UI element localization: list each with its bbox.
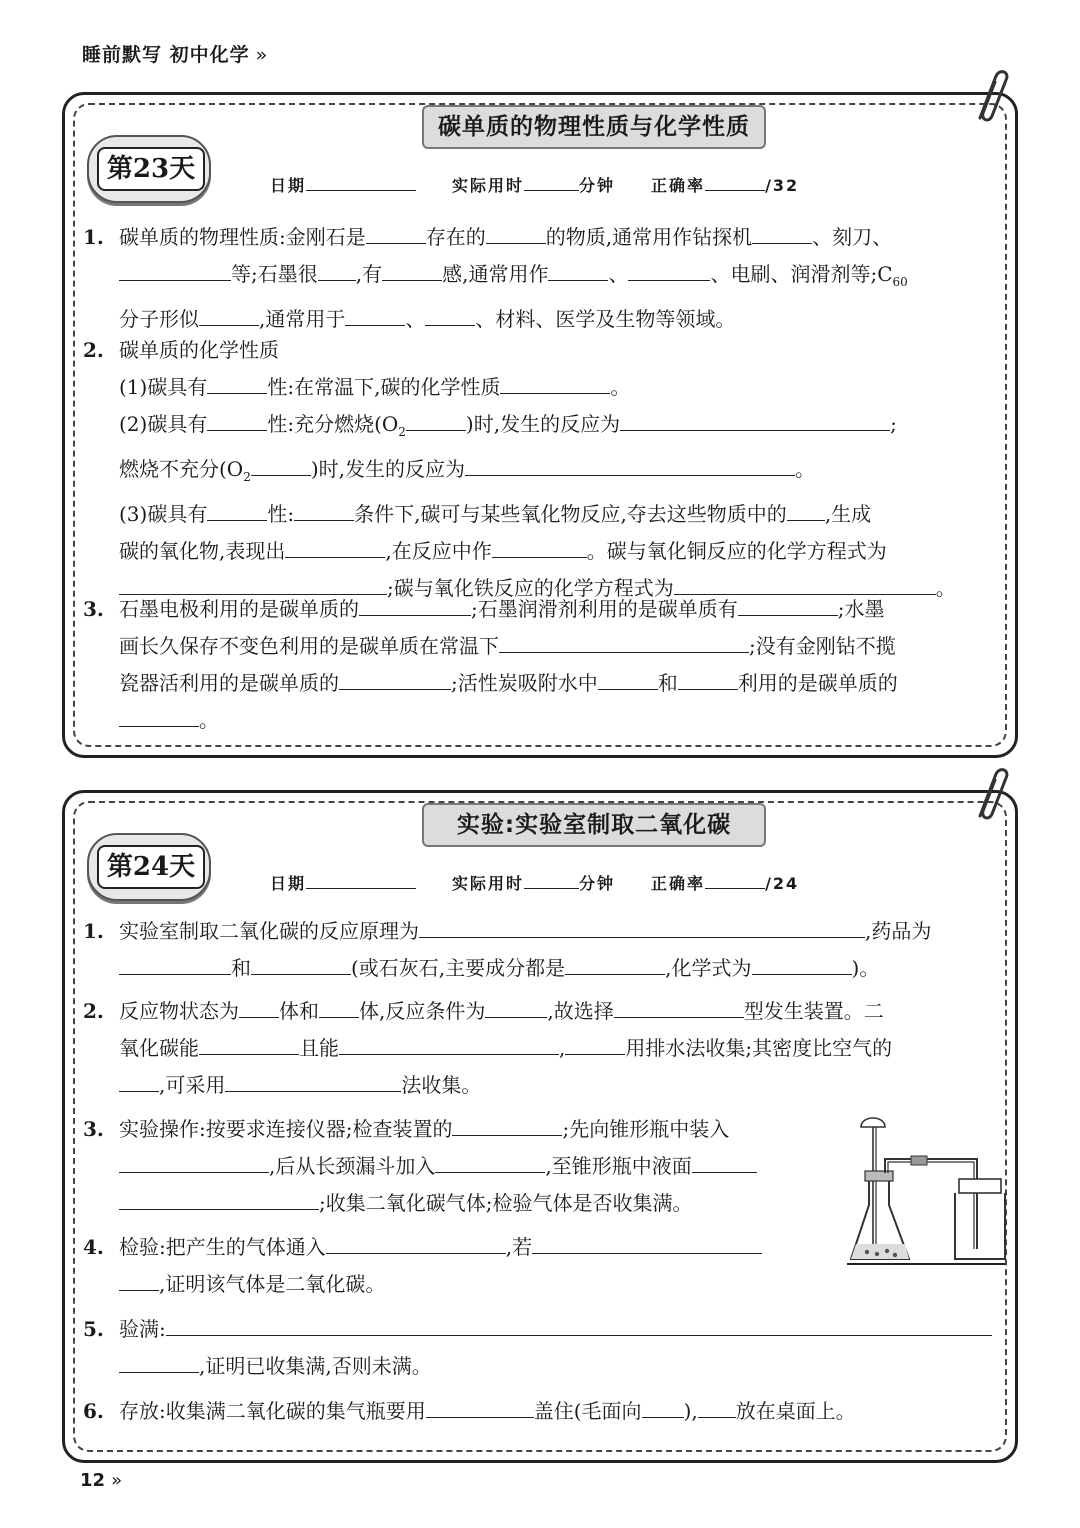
day24-q5: 5. 验满: ,证明已收集满,否则未满。: [83, 1311, 992, 1385]
accuracy-total: /32: [765, 176, 800, 195]
answer-blank[interactable]: [318, 260, 356, 281]
answer-blank[interactable]: [326, 1233, 506, 1254]
minute-label: 分钟: [579, 874, 616, 893]
answer-blank[interactable]: [251, 954, 351, 975]
answer-blank[interactable]: [319, 997, 359, 1018]
answer-blank[interactable]: [678, 669, 738, 690]
question-number: 1.: [83, 919, 104, 943]
answer-blank[interactable]: [435, 1152, 545, 1173]
answer-blank[interactable]: [285, 537, 385, 558]
answer-blank[interactable]: [752, 954, 852, 975]
day23-badge: [87, 135, 211, 203]
answer-blank[interactable]: [339, 669, 451, 690]
answer-blank[interactable]: [500, 373, 610, 394]
answer-blank[interactable]: [426, 1397, 534, 1418]
question-number: 3.: [83, 1117, 104, 1141]
day24-q1: 1. 实验室制取二氧化碳的反应原理为 ,药品为 和 (或石灰石,主要成分都是 ,化学式为 )。: [83, 913, 931, 987]
answer-blank[interactable]: [752, 223, 812, 244]
time-blank[interactable]: [524, 874, 579, 889]
day24-meta: [270, 871, 799, 894]
paperclip-icon: [970, 66, 1010, 132]
answer-blank[interactable]: [359, 595, 471, 616]
day24-title: 实验:实验室制取二氧化碳: [422, 803, 766, 847]
answer-blank[interactable]: [620, 410, 890, 431]
day23-q2: 2. 碳单质的化学性质 (1)碳具有 性:在常温下,碳的化学性质 。 (2)碳具有 性:充分燃烧($O_2$ )时,发生的反应为 ; 燃烧不充分($O_2$ )时,发生的反应为 。 (3)碳具有 性: 条件下,碳可与某些氧化物反应,夺去这些物质中的 ,生成 碳的氧化物,表现出 ,在反应中作 。碳与氧化铜反应的化学方程式为 ;碳与氧化铁反应的化学方程式为 。: [83, 332, 956, 607]
page-footer: [80, 1470, 122, 1491]
accuracy-blank[interactable]: [705, 176, 765, 191]
answer-blank[interactable]: [207, 373, 267, 394]
answer-blank[interactable]: [492, 537, 587, 558]
answer-blank[interactable]: [207, 410, 267, 431]
answer-blank[interactable]: [452, 1115, 562, 1136]
answer-blank[interactable]: [548, 260, 608, 281]
answer-blank[interactable]: [698, 1397, 736, 1418]
answer-blank[interactable]: [345, 305, 405, 326]
date-label: 日期: [270, 874, 307, 893]
answer-blank[interactable]: [119, 1189, 319, 1210]
accuracy-blank[interactable]: [705, 874, 765, 889]
question-number: 3.: [83, 597, 104, 621]
day24-badge-label: 第24天: [97, 845, 205, 889]
day24-q4: 4. 检验:把产生的气体通入 ,若 ,证明该气体是二氧化碳。: [83, 1229, 803, 1303]
date-blank[interactable]: [306, 874, 416, 889]
answer-blank[interactable]: [119, 954, 231, 975]
minute-label: 分钟: [579, 176, 616, 195]
answer-blank[interactable]: [692, 1152, 757, 1173]
time-blank[interactable]: [524, 176, 579, 191]
answer-blank[interactable]: [425, 305, 475, 326]
answer-blank[interactable]: [499, 632, 749, 653]
answer-blank[interactable]: [119, 260, 231, 281]
page-number: 12: [80, 1470, 106, 1491]
accuracy-label: 正确率: [651, 874, 706, 893]
question-number: 6.: [83, 1399, 104, 1423]
answer-blank[interactable]: [119, 1071, 159, 1092]
accuracy-total: /24: [765, 874, 800, 893]
answer-blank[interactable]: [598, 669, 658, 690]
page-header: [82, 40, 268, 67]
day23-q3: 3. 石墨电极利用的是碳单质的 ;石墨润滑剂利用的是碳单质有 ;水墨 画长久保存不变色利用的是碳单质在常温下 ;没有金刚钻不揽 瓷器活利用的是碳单质的 ;活性炭吸附水中 和 利用的是碳单质的 。: [83, 591, 898, 739]
chevron-right-icon: »: [111, 1470, 123, 1491]
answer-blank[interactable]: [465, 455, 795, 476]
answer-blank[interactable]: [119, 1270, 159, 1291]
paperclip-icon: [970, 764, 1010, 830]
answer-blank[interactable]: [239, 997, 279, 1018]
day24-q6: 6. 存放:收集满二氧化碳的集气瓶要用 盖住(毛面向 ), 放在桌面上。: [83, 1393, 856, 1430]
answer-blank[interactable]: [486, 223, 546, 244]
answer-blank[interactable]: [532, 1233, 762, 1254]
answer-blank[interactable]: [366, 223, 426, 244]
gas-generation-apparatus-diagram: [847, 1109, 1007, 1269]
answer-blank[interactable]: [565, 1034, 625, 1055]
answer-blank[interactable]: [614, 997, 744, 1018]
day23-title: 碳单质的物理性质与化学性质: [422, 105, 766, 149]
answer-blank[interactable]: [485, 997, 547, 1018]
answer-blank[interactable]: [628, 260, 710, 281]
date-blank[interactable]: [306, 176, 416, 191]
day24-badge: [87, 833, 211, 901]
answer-blank[interactable]: [225, 1071, 401, 1092]
day23-q1: 1. 碳单质的物理性质:金刚石是 存在的 的物质,通常用作钻探机 、刻刀、 等;石墨很 ,有 感,通常用作 、 、电刷、润滑剂等$;C_{60}$ 分子形似 ,通常用于 、 、材料、医学及生物等领域。: [83, 219, 908, 338]
date-label: 日期: [270, 176, 307, 195]
answer-blank[interactable]: [565, 954, 665, 975]
day24-q2: 2. 反应物状态为 体和 体,反应条件为 ,故选择 型发生装置。二 氧化碳能 且能 , 用排水法收集;其密度比空气的 ,可采用 法收集。: [83, 993, 892, 1104]
day24-card: [62, 790, 1018, 1463]
chevron-right-icon: »: [255, 44, 269, 66]
day23-meta: [270, 173, 799, 196]
answer-blank[interactable]: [119, 1352, 199, 1373]
answer-blank[interactable]: [787, 500, 825, 521]
question-number: 5.: [83, 1317, 104, 1341]
answer-blank[interactable]: [199, 1034, 299, 1055]
answer-blank[interactable]: [251, 455, 311, 476]
answer-blank[interactable]: [339, 1034, 559, 1055]
answer-blank[interactable]: [382, 260, 442, 281]
answer-blank[interactable]: [207, 500, 267, 521]
answer-blank[interactable]: [166, 1315, 992, 1336]
accuracy-label: 正确率: [651, 176, 706, 195]
day23-card: [62, 92, 1018, 758]
answer-blank[interactable]: [642, 1397, 684, 1418]
answer-blank[interactable]: [419, 917, 865, 938]
answer-blank[interactable]: [119, 706, 199, 727]
time-label: 实际用时: [452, 176, 525, 195]
header-title: 睡前默写 初中化学: [82, 44, 250, 66]
answer-blank[interactable]: [119, 1152, 269, 1173]
answer-blank[interactable]: [738, 595, 838, 616]
question-number: 2.: [83, 338, 104, 362]
question-number: 2.: [83, 999, 104, 1023]
answer-blank[interactable]: [294, 500, 354, 521]
answer-blank[interactable]: [406, 410, 466, 431]
question-number: 1.: [83, 225, 104, 249]
day24-q3: 3. 实验操作:按要求连接仪器;检查装置的 ;先向锥形瓶中装入 ,后从长颈漏斗加入 ,至锥形瓶中液面 ;收集二氧化碳气体;检验气体是否收集满。: [83, 1111, 803, 1222]
answer-blank[interactable]: [199, 305, 259, 326]
time-label: 实际用时: [452, 874, 525, 893]
question-number: 4.: [83, 1235, 104, 1259]
day23-badge-label: 第23天: [97, 147, 205, 191]
